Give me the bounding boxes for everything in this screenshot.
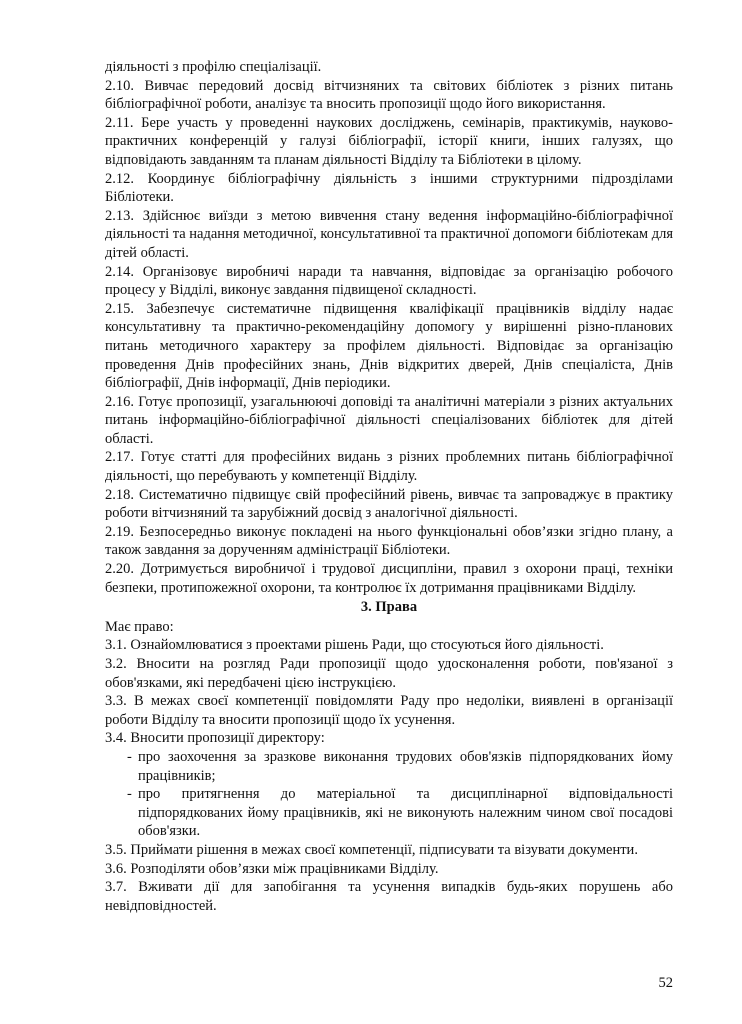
list-item-text: про заохочення за зразкове виконання трудових обов'язків підпорядкованих йому працівників; — [138, 748, 673, 784]
list-item — [105, 785, 673, 841]
right-3-4: 3.4. Вносити пропозиції директору: — [105, 730, 325, 747]
duty-2-19: 2.19. Безпосередньо виконує покладені на нього функціональні обов’язки згідно плану, а також завдання за дорученням адміністрації Бібліотеки. — [105, 523, 673, 559]
duty-2-20: 2.20. Дотримується виробничої і трудової дисципліни, правил з охорони праці, техніки безпеки, протипожежної охорони, та контролює їх дотримання працівниками Відділу. — [105, 561, 673, 596]
duty-2-18: 2.18. Систематично підвищує свій професійний рівень, вивчає та запроваджує в практику роботи вітчизняний та зарубіжний досвід з аналогічної діяльності. — [105, 486, 673, 522]
list-item — [105, 748, 673, 785]
dash-marker: - — [127, 748, 132, 765]
document-page — [105, 58, 673, 915]
duty-2-10: 2.10. Вивчає передовий досвід вітчизняних та світових бібліотек з різних питань бібліографічної роботи, аналізує та вносить пропозиції щодо його використання. — [105, 77, 673, 113]
rights-intro: Має право: — [105, 618, 174, 635]
dash-list — [105, 748, 673, 841]
right-3-3: 3.3. В межах своєї компетенції повідомляти Раду про недоліки, виявлені в організації роботи Відділу та вносити пропозиції щодо їх усунення. — [105, 693, 673, 728]
section-heading-rights: 3. Права — [360, 599, 418, 616]
duty-2-15: 2.15. Забезпечує систематичне підвищення кваліфікації працівників відділу надає консультативну та практично-рекомендаційну допомогу у вирішенні різно-планових питань методичного характеру за профілем діяльності. Відповідає за організацію проведення Днів професійних знань, Днів відкритих дверей, Днів спеціаліста, Днів бібліографії, Днів інформації, Днів періодики. — [105, 300, 673, 392]
list-item-text: про притягнення до матеріальної та дисциплінарної відповідальності підпорядкованих йому працівників, які не виконують належним чином свої посадові обов'язки. — [138, 786, 673, 840]
right-3-2: 3.2. Вносити на розгляд Ради пропозиції щодо удосконалення роботи, пов'язаної з обов'язками, які передбачені цією інструкцією. — [105, 656, 673, 691]
duty-2-11: 2.11. Бере участь у проведенні наукових досліджень, семінарів, практикумів, науково-практичних конференцій у галузі бібліографії, історії книги, інших галузях, що відповідають завданням та планам діяльності Відділу та Бібліотеки в цілому. — [105, 114, 673, 168]
duty-2-13: 2.13. Здійснює виїзди з метою вивчення стану ведення інформаційно-бібліографічної діяльності та надання методичної, консультативної та практичної допомоги бібліотекам для дітей області. — [105, 207, 673, 261]
duty-paragraph-continued: діяльності з профілю спеціалізації. — [105, 59, 322, 75]
duty-2-16: 2.16. Готує пропозиції, узагальнюючі доповіді та аналітичні матеріали з різних актуальних питань інформаційно-бібліографічної діяльності спеціалізованих бібліотек для дітей області. — [105, 393, 673, 447]
right-3-6: 3.6. Розподіляти обов’язки між працівниками Відділу. — [105, 860, 439, 877]
duty-2-17: 2.17. Готує статті для професійних видань з різних проблемних питань бібліографічної діяльності, що перебувають у компетенції Відділу. — [105, 449, 673, 485]
right-3-1: 3.1. Ознайомлюватися з проектами рішень Ради, що стосуються його діяльності. — [105, 637, 604, 654]
duty-2-14: 2.14. Організовує виробничі наради та навчання, відповідає за організацію робочого процесу у Відділі, виконує завдання підвищеної складності. — [105, 263, 673, 299]
page-number: 52 — [658, 975, 673, 991]
duty-2-12: 2.12. Координує бібліографічну діяльність з іншими структурними підрозділами Бібліотеки. — [105, 170, 673, 206]
dash-marker: - — [127, 786, 132, 803]
right-3-7: 3.7. Вживати дії для запобігання та усунення випадків будь-яких порушень або невідповідностей. — [105, 879, 673, 914]
right-3-5: 3.5. Приймати рішення в межах своєї компетенції, підписувати та візувати документи. — [105, 841, 638, 858]
